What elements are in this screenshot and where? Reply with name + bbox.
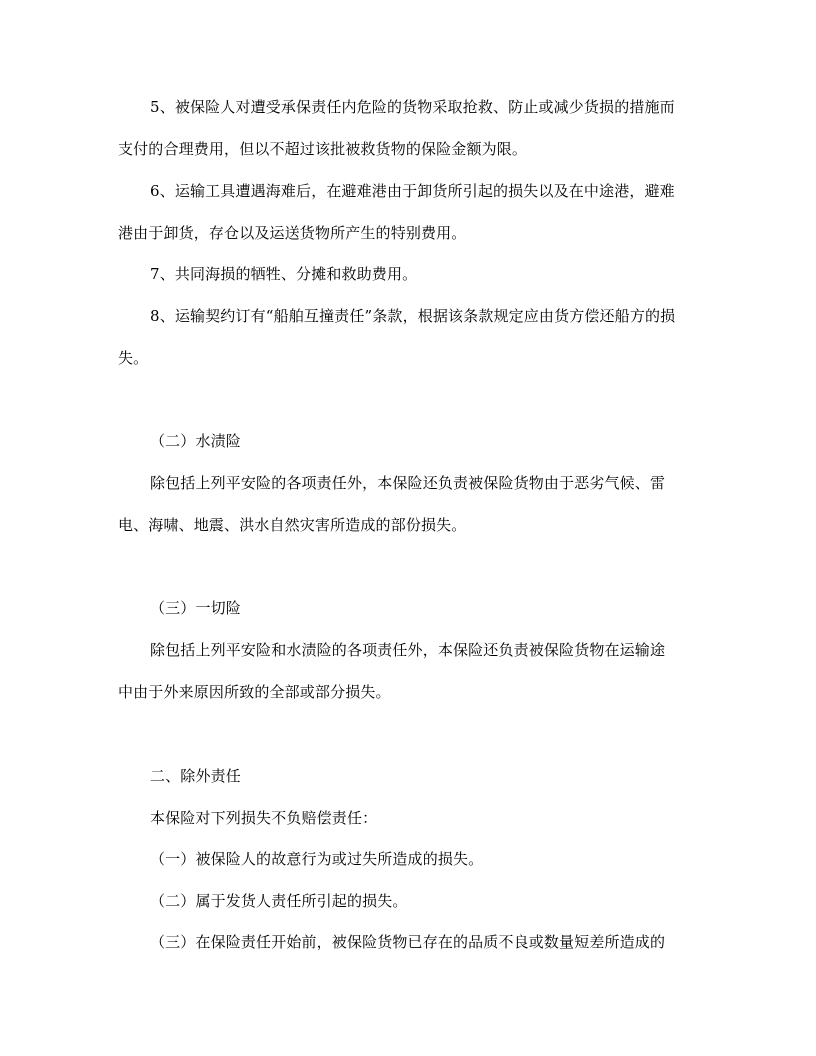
- text-line: 6、运输工具遭遇海难后，在避难港由于卸货所引起的损失以及在中途港，避难: [150, 182, 675, 200]
- text-line: 除包括上列平安险和水渍险的各项责任外，本保险还负责被保险货物在运输途: [150, 641, 666, 659]
- text-line: 5、被保险人对遭受承保责任内危险的货物采取抢救、防止或减少货损的措施而: [150, 98, 675, 116]
- section-heading: 二、除外责任: [150, 767, 241, 785]
- text-line: 支付的合理费用，但以不超过该批被救货物的保险金额为限。: [118, 140, 528, 158]
- text-line: 中由于外来原因所致的全部或部分损失。: [118, 683, 391, 701]
- section-heading: （三）一切险: [150, 599, 241, 617]
- text-line: （一）被保险人的故意行为或过失所造成的损失。: [150, 850, 484, 868]
- text-line: 7、共同海损的牺牲、分摊和救助费用。: [150, 265, 418, 283]
- text-line: （三）在保险责任开始前，被保险货物已存在的品质不良或数量短差所造成的: [150, 933, 666, 951]
- text-line: 除包括上列平安险的各项责任外，本保险还负责被保险货物由于恶劣气候、雷: [150, 474, 666, 492]
- text-line: 港由于卸货，存仓以及运送货物所产生的特别费用。: [118, 224, 467, 242]
- text-line: 电、海啸、地震、洪水自然灾害所造成的部份损失。: [118, 516, 467, 534]
- text-line: （二）属于发货人责任所引起的损失。: [150, 892, 408, 910]
- text-line: 失。: [118, 349, 149, 367]
- section-heading: （二）水渍险: [150, 432, 241, 450]
- text-line: 8、运输契约订有“船舶互撞责任”条款，根据该条款规定应由货方偿还船方的损: [150, 307, 676, 325]
- text-line: 本保险对下列损失不负赔偿责任：: [150, 809, 378, 827]
